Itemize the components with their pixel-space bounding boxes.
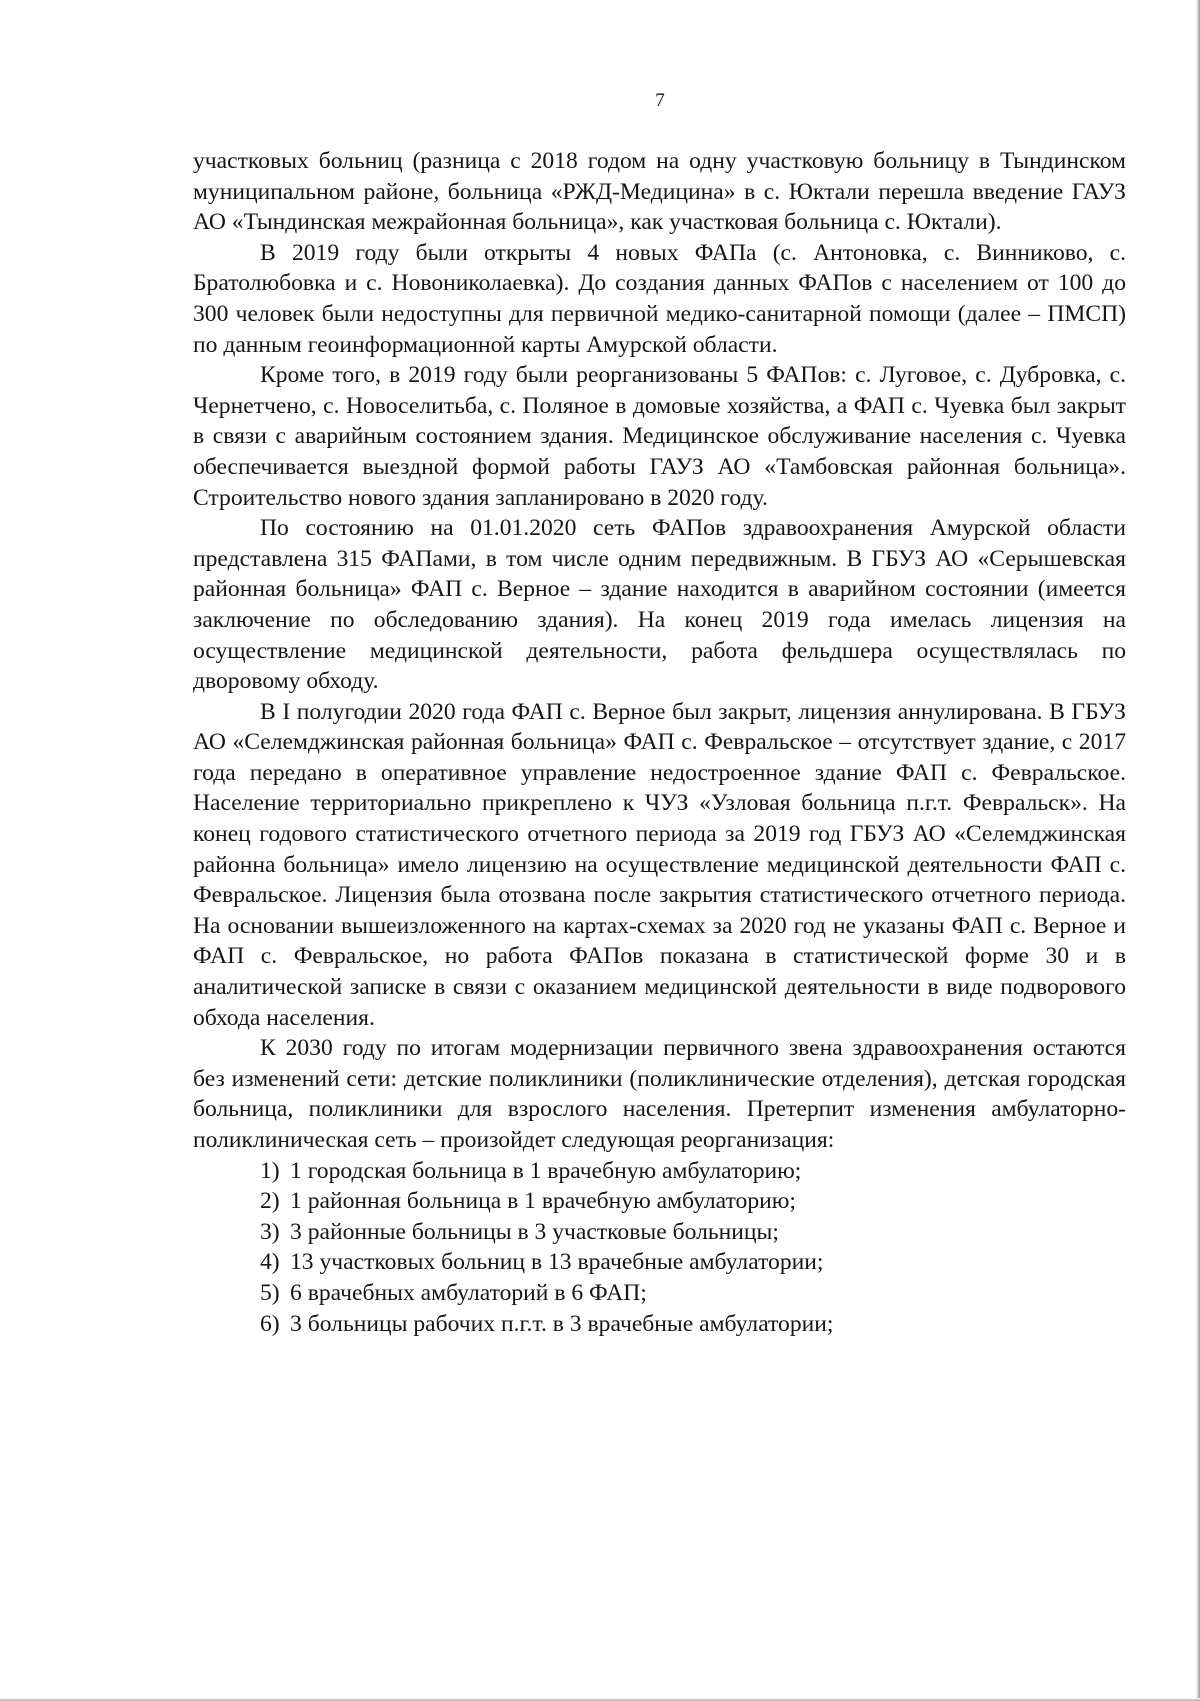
- list-item: [193, 1186, 1126, 1217]
- list-item-text: 3 районные больницы в 3 участковые больницы;: [290, 1218, 779, 1245]
- list-item: [193, 1156, 1126, 1187]
- list-item-number: 4): [260, 1249, 280, 1276]
- paragraph-6: К 2030 году по итогам модернизации первичного звена здравоохранения остаются без изменений сети: детские поликлиники (поликлинические отделения), детская городская больница, поликлиники для взрослого населения. Претерпит изменения амбулаторно-поликлиническая сеть – произойдет следующая реорганизация:: [193, 1035, 1126, 1153]
- list-item-text: 1 районная больница в 1 врачебную амбулаторию;: [290, 1188, 796, 1215]
- list-item-number: 6): [260, 1310, 280, 1337]
- list-item-number: 5): [260, 1279, 280, 1306]
- page-number: 7: [655, 90, 665, 111]
- list-item: [193, 1247, 1126, 1278]
- document-body: [193, 146, 1126, 1339]
- list-item-number: 1): [260, 1157, 280, 1184]
- paragraph-2: В 2019 году были открыты 4 новых ФАПа (с. Антоновка, с. Винниково, с. Братолюбовка и с. Новониколаевка). До создания данных ФАПов с населением от 100 до 300 человек были недоступны для первичной медико-санитарной помощи (далее – ПМСП) по данным геоинформационной карты Амурской области.: [193, 239, 1126, 358]
- list-item-text: 1 городская больница в 1 врачебную амбулаторию;: [290, 1157, 802, 1184]
- paragraph-3: Кроме того, в 2019 году были реорганизованы 5 ФАПов: с. Луговое, с. Дубровка, с. Чернетчено, с. Новоселитьба, с. Поляное в домовые хозяйства, а ФАП с. Чуевка был закрыт в связи с аварийным состоянием здания. Медицинское обслуживание населения с. Чуевка обеспечивается выездной формой работы ГАУЗ АО «Тамбовская районная больница». Строительство нового здания запланировано в 2020 году.: [193, 362, 1126, 511]
- reorganization-list: [193, 1156, 1126, 1340]
- paragraph-5: В I полугодии 2020 года ФАП с. Верное был закрыт, лицензия аннулирована. В ГБУЗ АО «Селемджинская районная больница» ФАП с. Февральское – отсутствует здание, с 2017 года передано в оперативное управление недостроенное здание ФАП с. Февральское. Население территориально прикреплено к ЧУЗ «Узловая больница п.г.т. Февральск». На конец годового статистического отчетного периода за 2019 год ГБУЗ АО «Селемджинская районна больница» имело лицензию на осуществление медицинской деятельности ФАП с. Февральское. Лицензия была отозвана после закрытия статистического отчетного периода. На основании вышеизложенного на картах-схемах за 2020 год не указаны ФАП с. Верное и ФАП с. Февральское, но работа ФАПов показана в статистической форме 30 и в аналитической записке в связи с оказанием медицинской деятельности в виде подворового обхода населения.: [193, 698, 1126, 1031]
- list-item-text: 3 больницы рабочих п.г.т. в 3 врачебные амбулатории;: [290, 1310, 834, 1337]
- list-item-text: 13 участковых больниц в 13 врачебные амбулатории;: [290, 1249, 824, 1276]
- list-item-text: 6 врачебных амбулаторий в 6 ФАП;: [290, 1279, 647, 1306]
- list-item: [193, 1217, 1126, 1248]
- scan-edge-right: [1196, 0, 1200, 1701]
- list-item: [193, 1278, 1126, 1309]
- list-item-number: 2): [260, 1188, 280, 1215]
- paragraph-4: По состоянию на 01.01.2020 сеть ФАПов здравоохранения Амурской области представлена 315 ФАПами, в том числе одним передвижным. В ГБУЗ АО «Серышевская районная больница» ФАП с. Верное – здание находится в аварийном состоянии (имеется заключение по обследованию здания). На конец 2019 года имелась лицензия на осуществление медицинской деятельности, работа фельдшера осуществлялась по дворовому обходу.: [193, 515, 1126, 695]
- paragraph-1: участковых больниц (разница с 2018 годом на одну участковую больницу в Тындинском муниципальном районе, больница «РЖД-Медицина» в с. Юктали перешла введение ГАУЗ АО «Тындинская межрайонная больница», как участковая больница с. Юктали).: [193, 148, 1126, 236]
- list-item-number: 3): [260, 1218, 280, 1245]
- list-item: [193, 1309, 1126, 1340]
